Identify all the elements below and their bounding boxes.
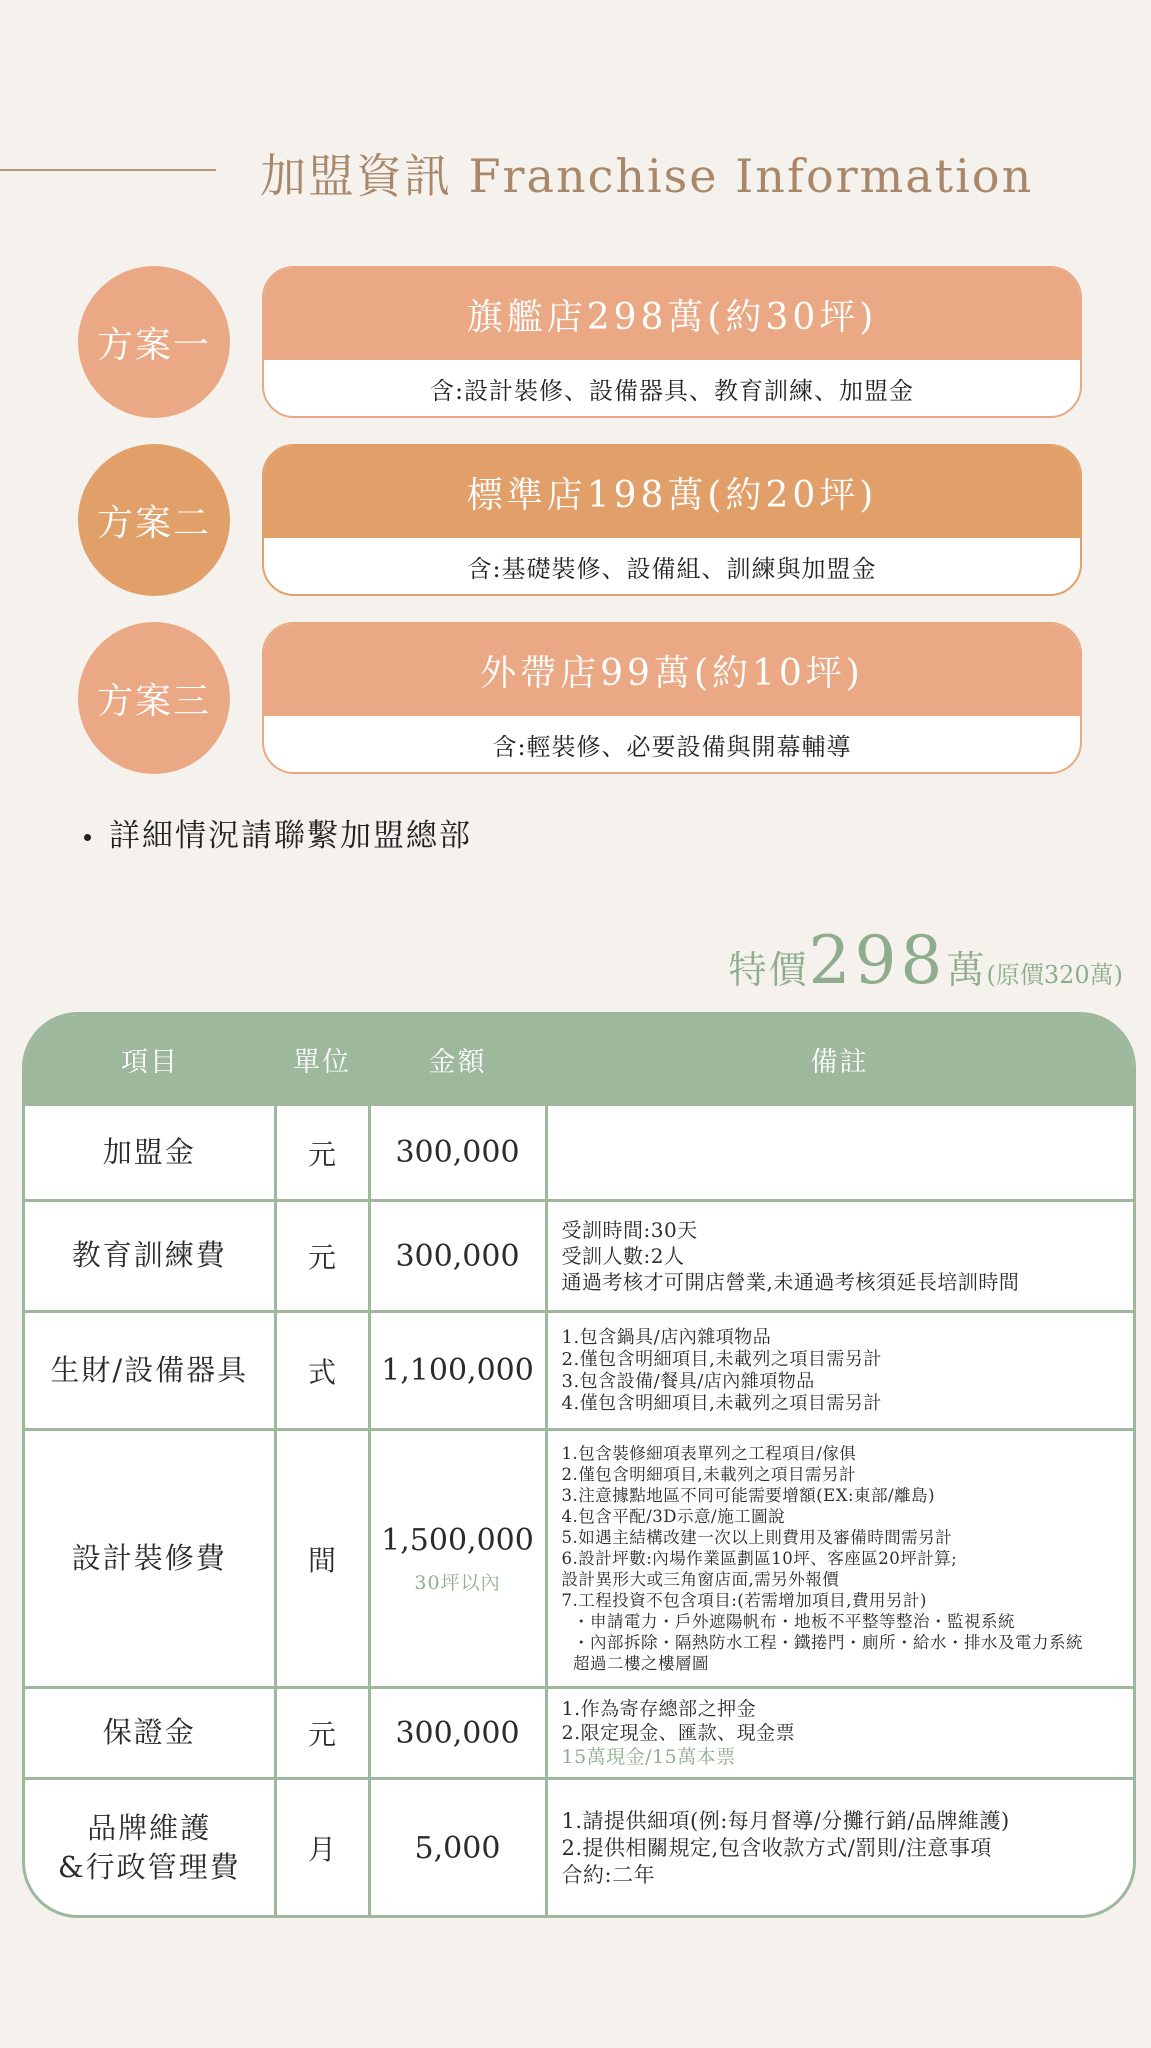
header-amount: 金額 bbox=[369, 1015, 546, 1105]
contact-note bbox=[84, 810, 472, 855]
row-remarks bbox=[546, 1779, 1133, 1917]
table-row bbox=[25, 1312, 1133, 1430]
row-remarks bbox=[546, 1312, 1133, 1430]
remark-line: ・申請電力・戶外遮陽帆布・地板不平整等整治・監視系統 bbox=[561, 1612, 1015, 1631]
row-amount: 300,000 bbox=[369, 1201, 546, 1312]
row-amount: 1,500,000 bbox=[381, 1522, 534, 1558]
row-unit: 元 bbox=[275, 1201, 369, 1312]
row-unit: 月 bbox=[275, 1779, 369, 1917]
table-row bbox=[25, 1430, 1133, 1688]
bullet-icon bbox=[84, 834, 91, 841]
remark-line: 3.注意據點地區不同可能需要增額(EX:東部/離島) bbox=[561, 1486, 936, 1505]
fee-table bbox=[22, 1012, 1136, 1918]
row-item: 教育訓練費 bbox=[25, 1201, 275, 1312]
plan-1 bbox=[78, 266, 1078, 418]
plan-badge: 方案一 bbox=[78, 266, 230, 418]
row-unit: 式 bbox=[275, 1312, 369, 1430]
plan-card bbox=[262, 444, 1082, 596]
row-remarks bbox=[546, 1430, 1133, 1688]
remark-line: 3.包含設備/餐具/店內雜項物品 bbox=[561, 1370, 815, 1392]
plan-includes: 含:設計裝修、設備器具、教育訓練、加盟金 bbox=[429, 376, 915, 405]
plan-badge: 方案二 bbox=[78, 444, 230, 596]
plan-includes: 含:基礎裝修、設備組、訓練與加盟金 bbox=[467, 554, 877, 583]
row-amount: 300,000 bbox=[369, 1688, 546, 1779]
plan-3 bbox=[78, 622, 1078, 774]
plan-card bbox=[262, 622, 1082, 774]
row-amount-cell bbox=[369, 1430, 546, 1688]
remark-line: 4.僅包含明細項目,未載列之項目需另計 bbox=[561, 1392, 882, 1414]
remark-line: 2.僅包含明細項目,未載列之項目需另計 bbox=[561, 1465, 856, 1484]
remark-line: 1.包含裝修細項表單列之工程項目/傢俱 bbox=[561, 1444, 857, 1463]
table-row bbox=[25, 1688, 1133, 1779]
remark-line: 2.僅包含明細項目,未載列之項目需另計 bbox=[561, 1348, 882, 1370]
special-price bbox=[728, 922, 1123, 999]
price-label: 特價 bbox=[728, 948, 809, 992]
remark-line: 受訓時間:30天 bbox=[561, 1218, 698, 1242]
row-unit: 元 bbox=[275, 1688, 369, 1779]
plan-title: 標準店198萬(約20坪) bbox=[264, 446, 1080, 538]
row-amount: 300,000 bbox=[369, 1105, 546, 1201]
contact-note-text: 詳細情況請聯繫加盟總部 bbox=[109, 818, 472, 854]
remark-line: 7.工程投資不包含項目:(若需增加項目,費用另計) bbox=[561, 1591, 927, 1610]
row-item-line: 品牌維護 bbox=[87, 1811, 212, 1846]
row-amount-note: 30坪以內 bbox=[414, 1571, 501, 1594]
remark-line: 6.設計坪數:內場作業區劃區10坪、客座區20坪計算; bbox=[561, 1549, 958, 1568]
plan-includes: 含:輕裝修、必要設備與開幕輔導 bbox=[492, 732, 852, 761]
plan-title: 外帶店99萬(約10坪) bbox=[264, 624, 1080, 716]
remark-line: 超過二樓之樓層圖 bbox=[561, 1654, 709, 1673]
page-title: 加盟資訊 Franchise Information bbox=[260, 149, 1034, 203]
row-unit: 間 bbox=[275, 1430, 369, 1688]
remark-line: 2.限定現金、匯款、現金票 bbox=[561, 1722, 796, 1744]
plan-title: 旗艦店298萬(約30坪) bbox=[264, 268, 1080, 360]
row-unit: 元 bbox=[275, 1105, 369, 1201]
row-item: 設計裝修費 bbox=[25, 1430, 275, 1688]
table-header-row bbox=[25, 1015, 1133, 1105]
remark-line: 2.提供相關規定,包含收款方式/罰則/注意事項 bbox=[561, 1835, 992, 1860]
remark-line: 通過考核才可開店營業,未通過考核須延長培訓時間 bbox=[561, 1270, 1020, 1294]
row-amount: 1,100,000 bbox=[369, 1312, 546, 1430]
row-remarks bbox=[546, 1201, 1133, 1312]
remark-line: 5.如遇主結構改建一次以上則費用及審備時間需另計 bbox=[561, 1528, 953, 1547]
header-remarks: 備註 bbox=[546, 1015, 1133, 1105]
row-item-cell bbox=[25, 1779, 275, 1917]
remark-line: 1.作為寄存總部之押金 bbox=[561, 1698, 757, 1720]
price-value: 298 bbox=[808, 922, 947, 999]
remark-line: 受訓人數:2人 bbox=[561, 1244, 685, 1268]
table-row bbox=[25, 1201, 1133, 1312]
row-item-line: &行政管理費 bbox=[57, 1850, 241, 1885]
header-item: 項目 bbox=[25, 1015, 275, 1105]
remark-line: 1.包含鍋具/店內雜項物品 bbox=[561, 1326, 772, 1348]
header-unit: 單位 bbox=[275, 1015, 369, 1105]
table-row bbox=[25, 1779, 1133, 1917]
remark-line: 合約:二年 bbox=[561, 1862, 656, 1887]
row-item: 生財/設備器具 bbox=[25, 1312, 275, 1430]
table-row bbox=[25, 1105, 1133, 1201]
row-amount: 5,000 bbox=[369, 1779, 546, 1917]
plan-badge: 方案三 bbox=[78, 622, 230, 774]
price-unit: 萬 bbox=[946, 948, 987, 992]
remark-line: 1.請提供細項(例:每月督導/分攤行銷/品牌維護) bbox=[561, 1808, 1010, 1833]
remark-accent: 15萬現金/15萬本票 bbox=[561, 1746, 736, 1768]
plan-2 bbox=[78, 444, 1078, 596]
row-remarks bbox=[546, 1105, 1133, 1201]
title-divider bbox=[0, 169, 216, 171]
row-item: 保證金 bbox=[25, 1688, 275, 1779]
remark-line: 設計異形大或三角窗店面,需另外報價 bbox=[561, 1570, 840, 1589]
row-item: 加盟金 bbox=[25, 1105, 275, 1201]
remark-line: 4.包含平配/3D示意/施工圖說 bbox=[561, 1507, 786, 1526]
price-original: (原價320萬) bbox=[986, 961, 1123, 989]
row-remarks bbox=[546, 1688, 1133, 1779]
plan-card bbox=[262, 266, 1082, 418]
remark-line: ・內部拆除・隔熱防水工程・鐵捲門・廁所・給水・排水及電力系統 bbox=[561, 1633, 1083, 1652]
